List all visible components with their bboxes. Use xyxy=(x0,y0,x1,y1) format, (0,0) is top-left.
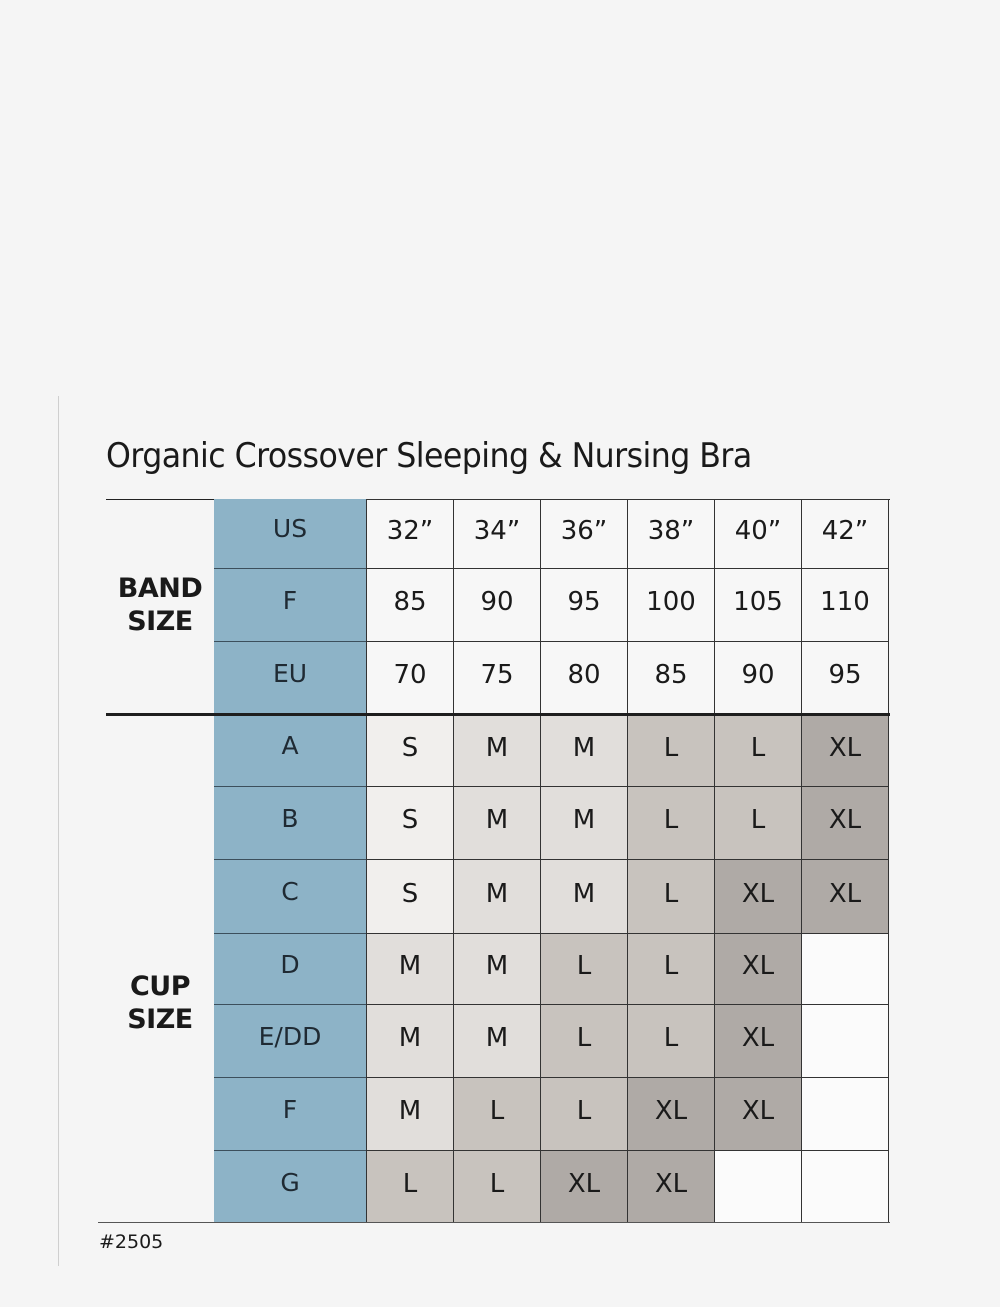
size-cell xyxy=(366,1150,453,1223)
row-label-text: F xyxy=(282,585,298,615)
cell-value: L xyxy=(750,805,766,835)
size-cell xyxy=(627,859,714,933)
size-cell xyxy=(366,786,453,859)
row-label-band xyxy=(214,568,366,641)
size-cell xyxy=(540,714,627,786)
row-label-text: G xyxy=(280,1167,300,1197)
size-cell xyxy=(540,1077,627,1150)
row-label-text: D xyxy=(280,949,300,979)
band-size-cell xyxy=(540,641,627,714)
empty-cell xyxy=(801,1150,889,1223)
chart-title: Organic Crossover Sleeping & Nursing Bra xyxy=(106,436,752,476)
cell-value: L xyxy=(576,1096,592,1126)
size-cell xyxy=(366,1077,453,1150)
cell-value: XL xyxy=(741,1023,775,1053)
cell-value: XL xyxy=(828,878,862,909)
cell-value: 38” xyxy=(647,516,695,546)
row-label-cup xyxy=(214,1077,366,1150)
band-size-cell xyxy=(540,499,627,568)
band-size-cell xyxy=(627,641,714,714)
cell-value: 36” xyxy=(560,516,608,546)
row-label-text: B xyxy=(281,803,299,833)
row-label-text: US xyxy=(272,514,308,543)
cell-value: 90 xyxy=(480,587,514,617)
size-cell xyxy=(540,786,627,859)
cup-size-group-label xyxy=(106,970,214,1036)
size-cell xyxy=(714,859,801,933)
cell-value: L xyxy=(489,1168,505,1199)
row-label-column xyxy=(214,499,366,1223)
cell-value: 105 xyxy=(733,587,783,617)
band-size-cell xyxy=(627,499,714,568)
cell-value: L xyxy=(750,732,766,763)
band-label-line1: BAND xyxy=(117,573,203,604)
size-cell xyxy=(801,714,889,786)
empty-cell xyxy=(801,933,889,1004)
cell-value: M xyxy=(398,951,422,981)
row-label-cup xyxy=(214,1004,366,1077)
size-cell xyxy=(627,933,714,1004)
cell-value: 110 xyxy=(820,587,870,617)
cell-value: M xyxy=(398,1096,422,1126)
band-size-cell xyxy=(714,568,801,641)
cell-value: XL xyxy=(741,878,775,909)
size-cell xyxy=(540,1150,627,1223)
size-cell xyxy=(627,1004,714,1077)
size-cell xyxy=(714,786,801,859)
size-cell xyxy=(714,933,801,1004)
row-label-band xyxy=(214,641,366,714)
cup-label-line1: CUP xyxy=(129,971,191,1002)
cell-value: M xyxy=(485,732,509,763)
size-cell xyxy=(714,1004,801,1077)
empty-cell xyxy=(714,1150,801,1223)
section-divider-rule xyxy=(106,713,890,716)
size-cell xyxy=(627,714,714,786)
size-cell xyxy=(801,786,889,859)
cell-value: M xyxy=(485,878,509,909)
cell-value: M xyxy=(485,951,509,981)
band-size-cell xyxy=(540,568,627,641)
cell-value: S xyxy=(401,732,419,763)
cell-value: L xyxy=(663,1023,679,1053)
empty-cell xyxy=(801,1077,889,1150)
cell-value: 95 xyxy=(828,659,862,690)
size-cell xyxy=(540,1004,627,1077)
size-cell xyxy=(366,714,453,786)
row-label-cup xyxy=(214,933,366,1004)
row-label-cup xyxy=(214,714,366,786)
band-label-line2: SIZE xyxy=(127,606,193,637)
band-size-cell xyxy=(453,568,540,641)
cell-value: 42” xyxy=(821,516,869,546)
size-cell xyxy=(627,1150,714,1223)
cell-value: L xyxy=(402,1168,418,1199)
cell-value: 95 xyxy=(567,587,601,617)
size-cell xyxy=(627,1077,714,1150)
cell-value: 100 xyxy=(646,587,696,617)
cell-value: XL xyxy=(741,951,775,981)
cell-value: 40” xyxy=(734,516,782,546)
cell-value: S xyxy=(401,805,419,835)
cell-value: L xyxy=(663,732,679,763)
size-cell xyxy=(540,933,627,1004)
size-cell xyxy=(453,933,540,1004)
cell-value: 34” xyxy=(473,516,521,546)
table-bottom-rule xyxy=(98,1222,890,1223)
band-size-cell xyxy=(714,641,801,714)
cell-value: XL xyxy=(828,732,862,763)
size-cell xyxy=(540,859,627,933)
cell-value: 85 xyxy=(393,587,427,617)
cell-value: S xyxy=(401,878,419,909)
band-size-cell xyxy=(801,568,889,641)
row-label-text: E/DD xyxy=(258,1021,322,1051)
cell-value: M xyxy=(485,805,509,835)
cell-value: M xyxy=(572,805,596,835)
row-label-cup xyxy=(214,786,366,859)
row-label-text: A xyxy=(281,730,299,760)
band-size-cell xyxy=(627,568,714,641)
cell-value: XL xyxy=(654,1168,688,1199)
cell-value: L xyxy=(576,951,592,981)
cell-value: XL xyxy=(741,1096,775,1126)
cell-value: XL xyxy=(654,1096,688,1126)
cell-value: L xyxy=(489,1096,505,1126)
band-size-group-label xyxy=(106,572,214,638)
band-size-cell xyxy=(453,641,540,714)
cell-value: 85 xyxy=(654,659,688,690)
row-label-text: F xyxy=(282,1094,298,1124)
size-cell xyxy=(714,714,801,786)
row-label-text: C xyxy=(281,877,299,906)
cell-value: M xyxy=(572,732,596,763)
band-size-cell xyxy=(714,499,801,568)
row-label-text: EU xyxy=(272,658,308,688)
size-cell xyxy=(801,859,889,933)
cup-label-line2: SIZE xyxy=(127,1004,193,1035)
cell-value: L xyxy=(576,1023,592,1053)
size-cell xyxy=(366,859,453,933)
size-cell xyxy=(714,1077,801,1150)
cell-value: L xyxy=(663,805,679,835)
cell-value: XL xyxy=(567,1168,601,1199)
left-margin-rule xyxy=(58,396,59,1266)
product-code: #2505 xyxy=(99,1231,164,1253)
cell-value: 32” xyxy=(386,516,434,546)
size-cell xyxy=(453,1150,540,1223)
size-cell xyxy=(453,714,540,786)
size-cell xyxy=(627,786,714,859)
size-cell xyxy=(453,859,540,933)
cell-value: L xyxy=(663,878,679,909)
row-label-band xyxy=(214,499,366,568)
cell-value: 75 xyxy=(480,659,514,690)
size-cell xyxy=(453,1004,540,1077)
band-size-cell xyxy=(801,641,889,714)
cell-value: M xyxy=(485,1023,509,1053)
cell-value: XL xyxy=(828,805,862,835)
cell-value: L xyxy=(663,951,679,981)
cell-value: 80 xyxy=(567,659,601,690)
cell-value: 90 xyxy=(741,659,775,690)
cell-value: M xyxy=(572,878,596,909)
band-size-cell xyxy=(801,499,889,568)
row-label-cup xyxy=(214,859,366,933)
size-cell xyxy=(366,1004,453,1077)
band-size-cell xyxy=(453,499,540,568)
cell-value: M xyxy=(398,1023,422,1053)
band-size-cell xyxy=(366,568,453,641)
empty-cell xyxy=(801,1004,889,1077)
size-cell xyxy=(366,933,453,1004)
size-cell xyxy=(453,786,540,859)
size-cell xyxy=(453,1077,540,1150)
row-label-cup xyxy=(214,1150,366,1223)
band-size-cell xyxy=(366,499,453,568)
band-size-cell xyxy=(366,641,453,714)
cell-value: 70 xyxy=(393,659,427,690)
